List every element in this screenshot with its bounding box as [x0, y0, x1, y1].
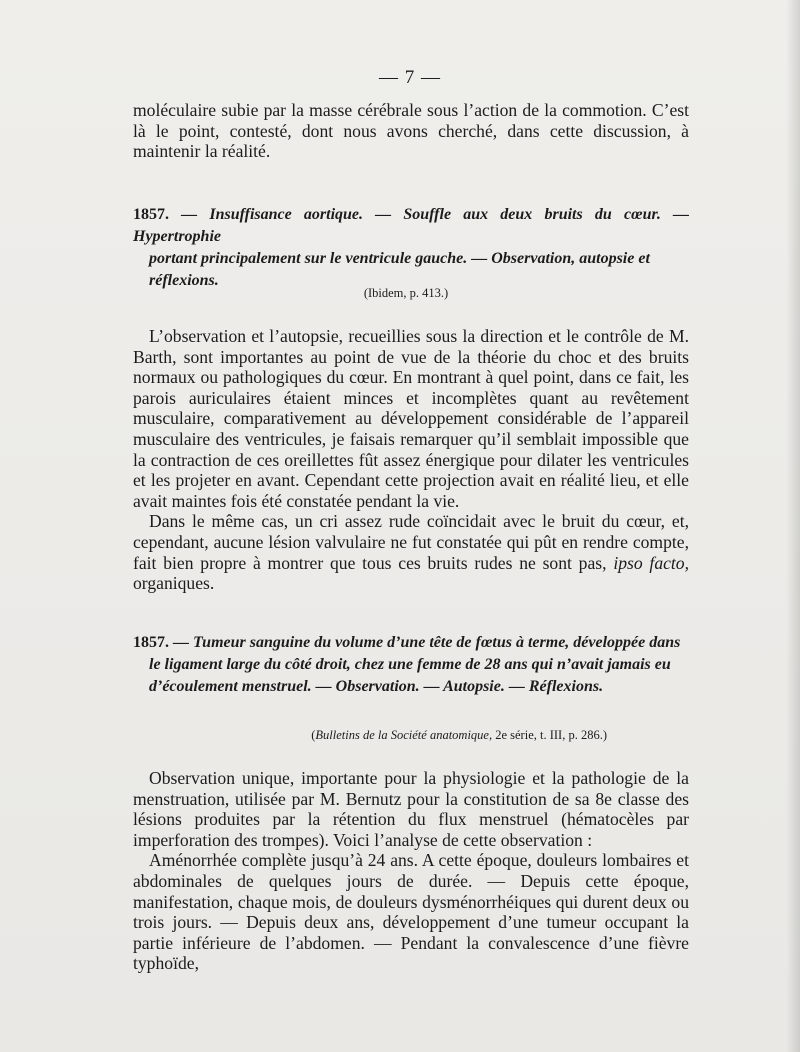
entry2-body [133, 768, 689, 974]
entry2-citation-journal: Bulletins de la Société anatomique, [315, 728, 493, 742]
entry1-body [133, 326, 689, 594]
entry2-heading [133, 632, 689, 698]
entry2-year: 1857. [133, 634, 169, 651]
entry2-citation-ref: 2e série, t. III, p. 286. [495, 728, 603, 742]
entry1-paragraph2-italic: ipso facto, [613, 552, 690, 573]
page-number: — 7 — [379, 67, 441, 88]
entry1-heading-line1 [133, 204, 689, 248]
entry2-title-line2: le ligament large du côté droit, chez une femme de 28 ans qui n’avait jamais eu [149, 656, 671, 673]
entry1-citation: (Ibidem, p. 413.) [363, 286, 449, 300]
entry1-paragraph2-main: Dans le même cas, un cri assez rude coïncidait avec le bruit du cœur, et, cependant, aucune lésion valvulaire ne fut constatée qui pût en rendre compte, fait bien propre à montrer que tous ces bruits rudes ne sont pas, [133, 511, 689, 573]
page-edge-shadow [786, 0, 800, 1052]
entry2-title-line3: d’écoulement menstruel. — Observation. — Autopsie. — Réflexions. [149, 678, 604, 695]
opening-paragraph: moléculaire subie par la masse cérébrale sous l’action de la commotion. C’est là le point, contesté, dont nous avons cherché, dans cette discussion, à maintenir la réalité. [133, 100, 689, 162]
entry2-heading-line1 [133, 632, 689, 654]
entry2-citation: (Bulletins de la Société anatomique, 2e série, t. III, p. 286.) [311, 728, 607, 742]
entry1-paragraph2-end: organiques. [133, 573, 215, 594]
entry2-paragraph1: Observation unique, importante pour la physiologie et la pathologie de la menstruation, utilisée par M. Bernutz pour la constitution de sa 8e classe des lésions produites par la rétention du flux menstruel (hématocèles par imperforation des trompes). Voici l’analyse de cette observation : [133, 768, 689, 850]
entry2-paragraph2: Aménorrhée complète jusqu’à 24 ans. A cette époque, douleurs lombaires et abdominales de quelques jours de durée. — Depuis cette époque, manifestation, chaque mois, de douleurs dysménorrhéiques qui durent deux ou trois jours. — Depuis deux ans, développement d’une tumeur occupant la partie inférieure de l’abdomen. — Pendant la convalescence d’une fièvre typhoïde, [133, 850, 689, 974]
entry1-title-line3: réflexions. [149, 272, 219, 289]
entry1-paragraph2 [133, 511, 689, 593]
entry2-title-line1: — Tumeur sanguine du volume d’une tête de fœtus à terme, développée dans [173, 634, 681, 651]
entry1-year: 1857. [133, 206, 169, 223]
entry1-heading [133, 204, 689, 292]
entry1-paragraph1: L’observation et l’autopsie, recueillies sous la direction et le contrôle de M. Barth, sont importantes au point de vue de la théorie du choc et des bruits normaux ou pathologiques du cœur. En montrant à quel point, dans ce fait, les parois auriculaires étaient minces et incomplètes quant au revêtement musculaire, comparativement au développement considérable de l’appareil musculaire des ventricules, je faisais remarquer qu’il semblait impossible que la contraction de ces oreillettes fût assez énergique pour dilater les ventricules et les projeter en avant. Cependant cette projection avait en réalité lieu, et elle avait maintes fois été constatée pendant la vie. [133, 326, 689, 511]
opening-paragraph-block [133, 100, 689, 162]
entry1-title-line2: portant principalement sur le ventricule gauche. — Observation, autopsie et [149, 250, 650, 267]
entry1-title-line1: — Insuffisance aortique. — Souffle aux deux bruits du cœur. — Hypertrophie [133, 206, 690, 245]
